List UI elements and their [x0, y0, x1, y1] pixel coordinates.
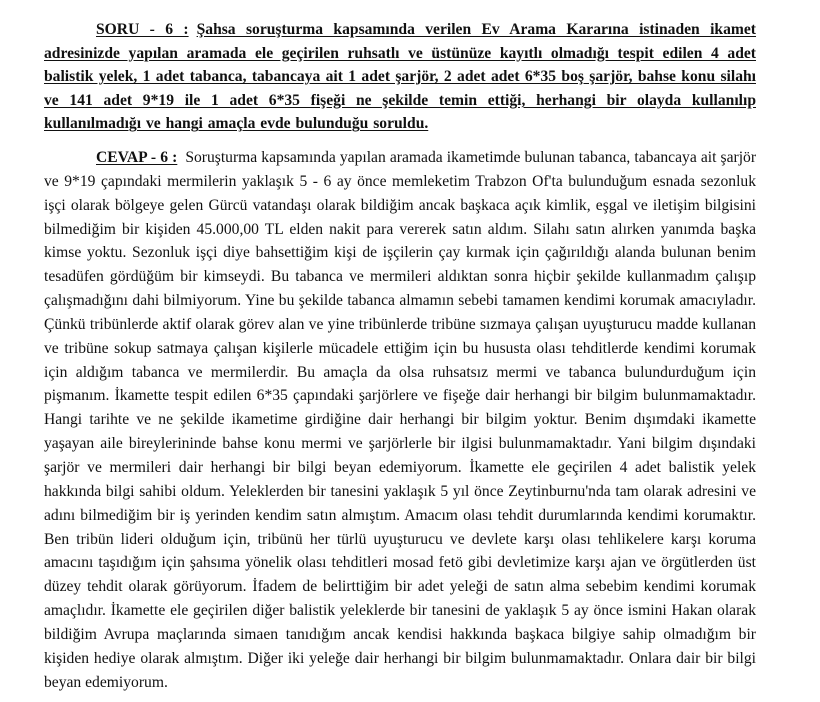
question-label: SORU - 6 : — [96, 21, 189, 38]
question-paragraph — [44, 18, 756, 136]
question-text: Şahsa soruşturma kapsamında verilen Ev Arama Kararına istinaden ikamet adresinizde yapılan aramada ele geçirilen ruhsatlı ve üstünüze kayıtlı olmadığı tespit edilen 4 adet balistik yelek, 1 adet tabanca, tabancaya ait 1 adet şarjör, 2 adet adet 6*35 boş şarjör, bahse konu silahı ve 141 adet 9*19 ile 1 adet 6*35 fişeği ne şekilde temin ettiği, herhangi bir olayda kullanılıp kullanılmadığı ve hangi amaçla evde bulunduğu soruldu. — [44, 21, 757, 133]
answer-label: CEVAP - 6 : — [96, 149, 178, 166]
answer-text: Soruşturma kapsamında yapılan aramada ikametimde bulunan tabanca, tabancaya ait şarjör ve 9*19 çapındaki mermilerin yaklaşık 5 - 6 ay önce memleketim Trabzon Of'ta bulunduğum esnada sezonluk işçi olarak bölgeye gelen Gürcü vatandaşı olarak bildiğim ancak başkaca açık kimlik, eşgal ve iletişim bilgisini bilmediğim bir kişiden 45.000,00 TL elden nakit para vererek satın aldım. Silahı satın alırken yanımda başka kimse yoktu. Sezonluk işçi diye bahsettiğim kişi de işçilerin çay kırmak için çağırıldığı alanda bulunan benim tesadüfen gördüğüm bir kimseydi. Bu tabanca ve mermileri aldıktan sonra hiçbir şekilde kullanmadım çalışıp çalışmadığını dahi bilmiyorum. Yine bu şekilde tabanca almamın sebebi tamamen kendimi korumak amacıyladır. Çünkü tribünlerde aktif olarak görev alan ve yine tribünlerde tribüne sızmaya çalışan uyuşturucu madde kullanan ve tribüne sokup satmaya çalışan kişilerle mücadele ettiğim için bu hususta olası tehditlerde kendimi korumak için aldığım tabanca ve mermilerdir. Bu amaçla da olsa ruhsatsız mermi ve tabanca bulundurduğum için pişmanım. İkamette tespit edilen 6*35 çapındaki şarjörlere ve fişeğe dair herhangi bir bilgim bulunmamaktadır. Hangi tarihte ve ne şekilde ikametime girdiğine dair herhangi bir bilgim yoktur. Benim dışımdaki ikamette yaşayan aile bireylerininde bahse konu mermi ve şarjörlerle bir ilgisi bulunmamaktadır. Yani bilgim dışındaki şarjör ve mermileri dair herhangi bir bilgi beyan edemiyorum. İkamette ele geçirilen 4 adet balistik yelek hakkında bilgi sahibi oldum. Yeleklerden bir tanesini yaklaşık 5 yıl önce Zeytinburnu'nda tam olarak adresini ve adını bilmediğim bir iş yerinden kendim satın almıştım. Amacım olası tehdit durumlarında kendimi korumaktır. Ben tribün lideri olduğum için, tribünü her türlü uyuşturucu ve devlete karşı olası tehlikelere karşı koruma amacını taşıdığım için şahsıma yönelik olası tehditleri mosad fetö gibi devletimize karşı ajan ve örgütlerden üst düzey tehdit olarak görüyorum. İfadem de belirttiğim bir adet yeleği de satın alma sebebim kendimi korumak amaçlıdır. İkamette ele geçirilen diğer balistik yeleklerde bir tanesini de yaklaşık 5 ay önce ismini Hakan olarak bildiğim Avrupa maçlarında simaen tanıdığım ancak kendisi hakkında başkaca bilgiye sahip olmadığım bir kişiden hediye olarak almıştım. Diğer iki yeleğe dair herhangi bir bilgim bulunmamaktadır. Onlara dair bir bilgi beyan edemiyorum. — [44, 149, 757, 691]
answer-paragraph — [44, 146, 756, 694]
